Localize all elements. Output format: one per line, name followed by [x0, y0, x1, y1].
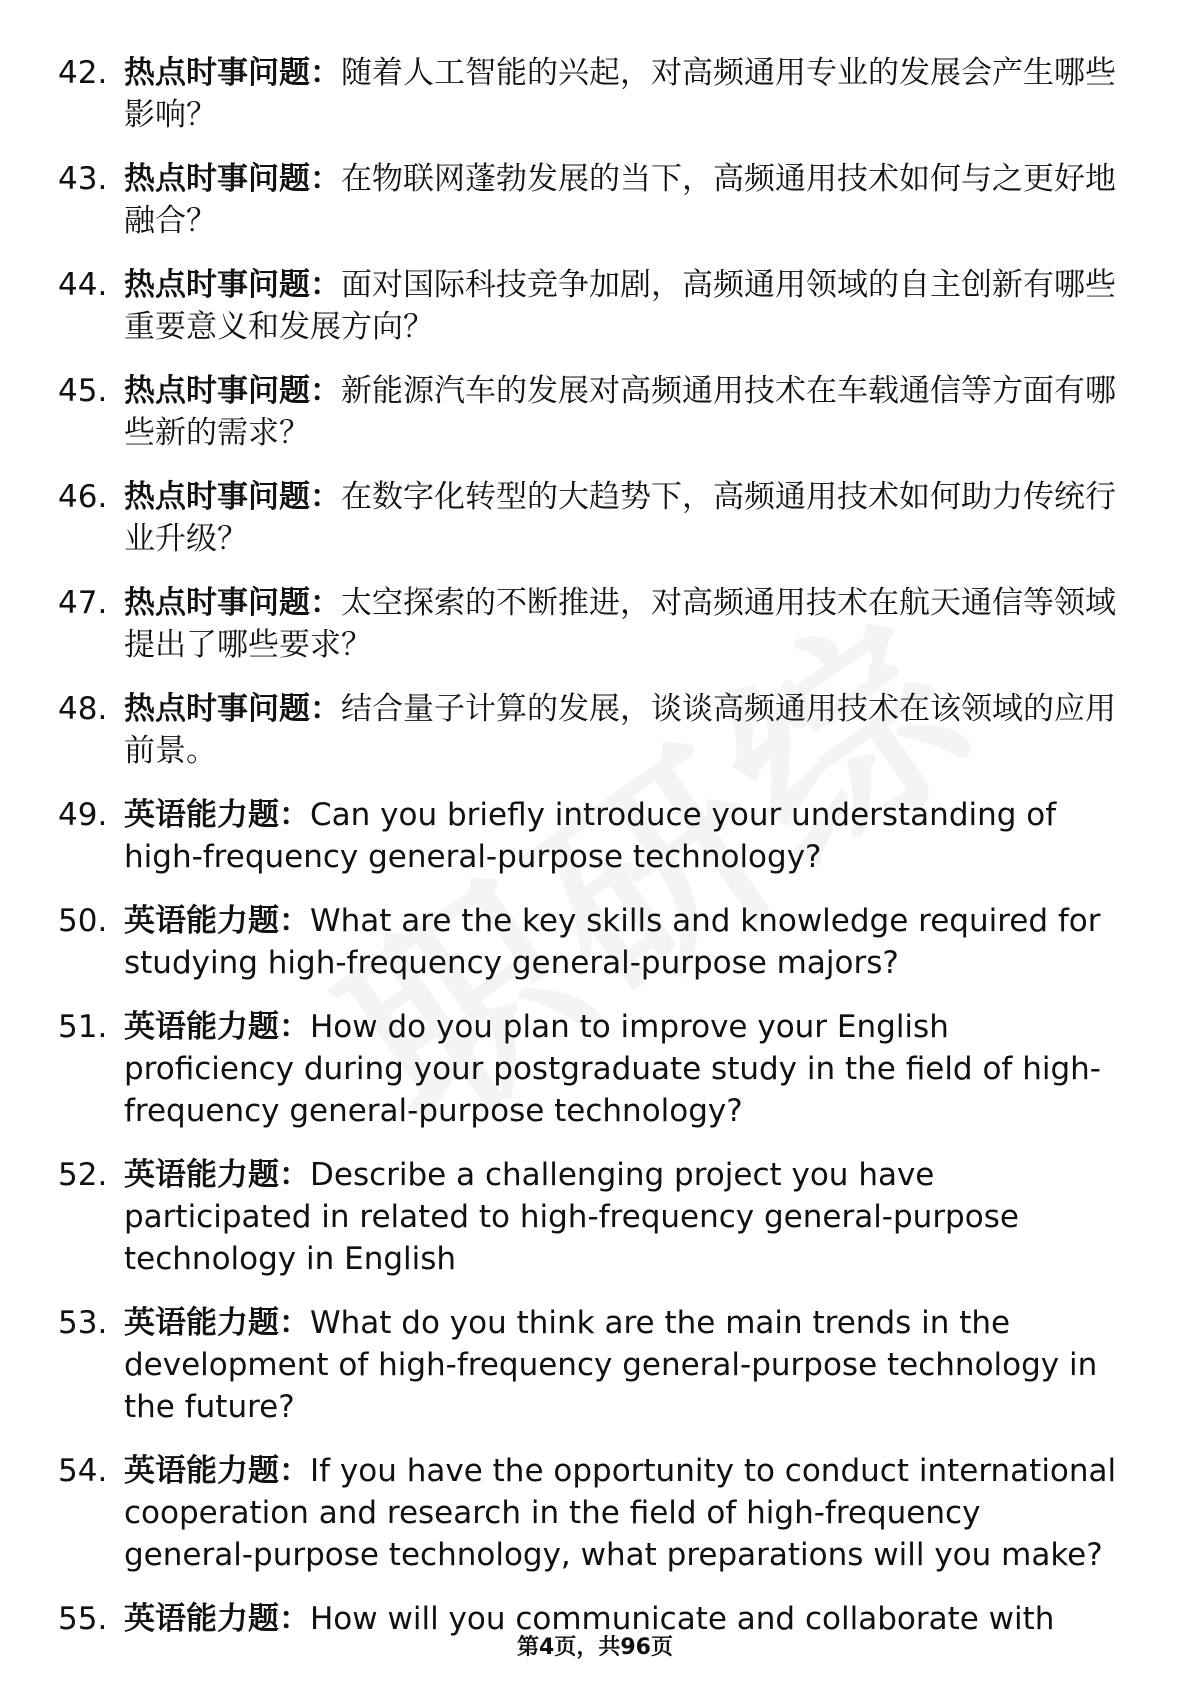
question-text: What do you think are the main trends in the development of high-frequency general-purpose technology in the future? — [124, 1305, 1098, 1425]
question-text: How do you plan to improve your English proficiency during your postgraduate study in the field of high-frequency general-purpose technology? — [124, 1009, 1101, 1129]
question-category: 英语能力题： — [124, 1453, 310, 1489]
question-number: 55. — [58, 1601, 108, 1637]
question-number: 53. — [58, 1305, 108, 1341]
question-number: 46. — [58, 479, 108, 515]
question-item — [58, 1006, 1118, 1132]
question-number: 47. — [58, 585, 108, 621]
question-category: 英语能力题： — [124, 1009, 310, 1045]
question-category: 热点时事问题： — [124, 267, 341, 303]
question-number: 45. — [58, 373, 108, 409]
question-item — [58, 476, 1118, 560]
question-list — [58, 52, 1118, 1662]
question-item — [58, 1450, 1118, 1576]
question-number: 54. — [58, 1453, 108, 1489]
question-category: 热点时事问题： — [124, 691, 341, 727]
question-item — [58, 1302, 1118, 1428]
question-item — [58, 1154, 1118, 1280]
question-text: 结合量子计算的发展，谈谈高频通用技术在该领域的应用前景。 — [124, 691, 1116, 769]
question-item — [58, 900, 1118, 984]
question-item — [58, 158, 1118, 242]
question-text: 随着人工智能的兴起，对高频通用专业的发展会产生哪些影响？ — [124, 55, 1116, 133]
question-item — [58, 52, 1118, 136]
question-item — [58, 264, 1118, 348]
question-number: 52. — [58, 1157, 108, 1193]
question-text: What are the key skills and knowledge required for studying high-frequency general-purpose majors? — [124, 903, 1101, 981]
question-number: 49. — [58, 797, 108, 833]
question-category: 热点时事问题： — [124, 161, 341, 197]
question-category: 热点时事问题： — [124, 373, 341, 409]
question-category: 英语能力题： — [124, 797, 310, 833]
question-number: 43. — [58, 161, 108, 197]
question-category: 热点时事问题： — [124, 585, 341, 621]
question-category: 热点时事问题： — [124, 55, 341, 91]
question-text: Describe a challenging project you have participated in related to high-frequency general-purpose technology in English — [124, 1157, 1019, 1277]
question-category: 英语能力题： — [124, 1157, 310, 1193]
question-text: If you have the opportunity to conduct international cooperation and research in the field of high-frequency general-purpose technology, what preparations will you make? — [124, 1453, 1117, 1573]
question-number: 51. — [58, 1009, 108, 1045]
question-number: 48. — [58, 691, 108, 727]
question-category: 热点时事问题： — [124, 479, 341, 515]
question-text: 面对国际科技竞争加剧，高频通用领域的自主创新有哪些重要意义和发展方向？ — [124, 267, 1116, 345]
question-item — [58, 370, 1118, 454]
question-text: 在数字化转型的大趋势下，高频通用技术如何助力传统行业升级？ — [124, 479, 1116, 557]
question-text: How will you communicate and collaborate with — [310, 1601, 1055, 1637]
question-number: 44. — [58, 267, 108, 303]
question-number: 42. — [58, 55, 108, 91]
question-text: Can you briefly introduce your understanding of high-frequency general-purpose technology? — [124, 797, 1057, 875]
question-category: 英语能力题： — [124, 1601, 310, 1637]
question-text: 太空探索的不断推进，对高频通用技术在航天通信等领域提出了哪些要求？ — [124, 585, 1116, 663]
question-item — [58, 688, 1118, 772]
page-number: 第4页，共96页 — [517, 1635, 673, 1660]
question-category: 英语能力题： — [124, 903, 310, 939]
question-item — [58, 582, 1118, 666]
question-category: 英语能力题： — [124, 1305, 310, 1341]
question-text: 新能源汽车的发展对高频通用技术在车载通信等方面有哪些新的需求？ — [124, 373, 1116, 451]
question-text: 在物联网蓬勃发展的当下，高频通用技术如何与之更好地融合？ — [124, 161, 1116, 239]
question-number: 50. — [58, 903, 108, 939]
question-item — [58, 794, 1118, 878]
